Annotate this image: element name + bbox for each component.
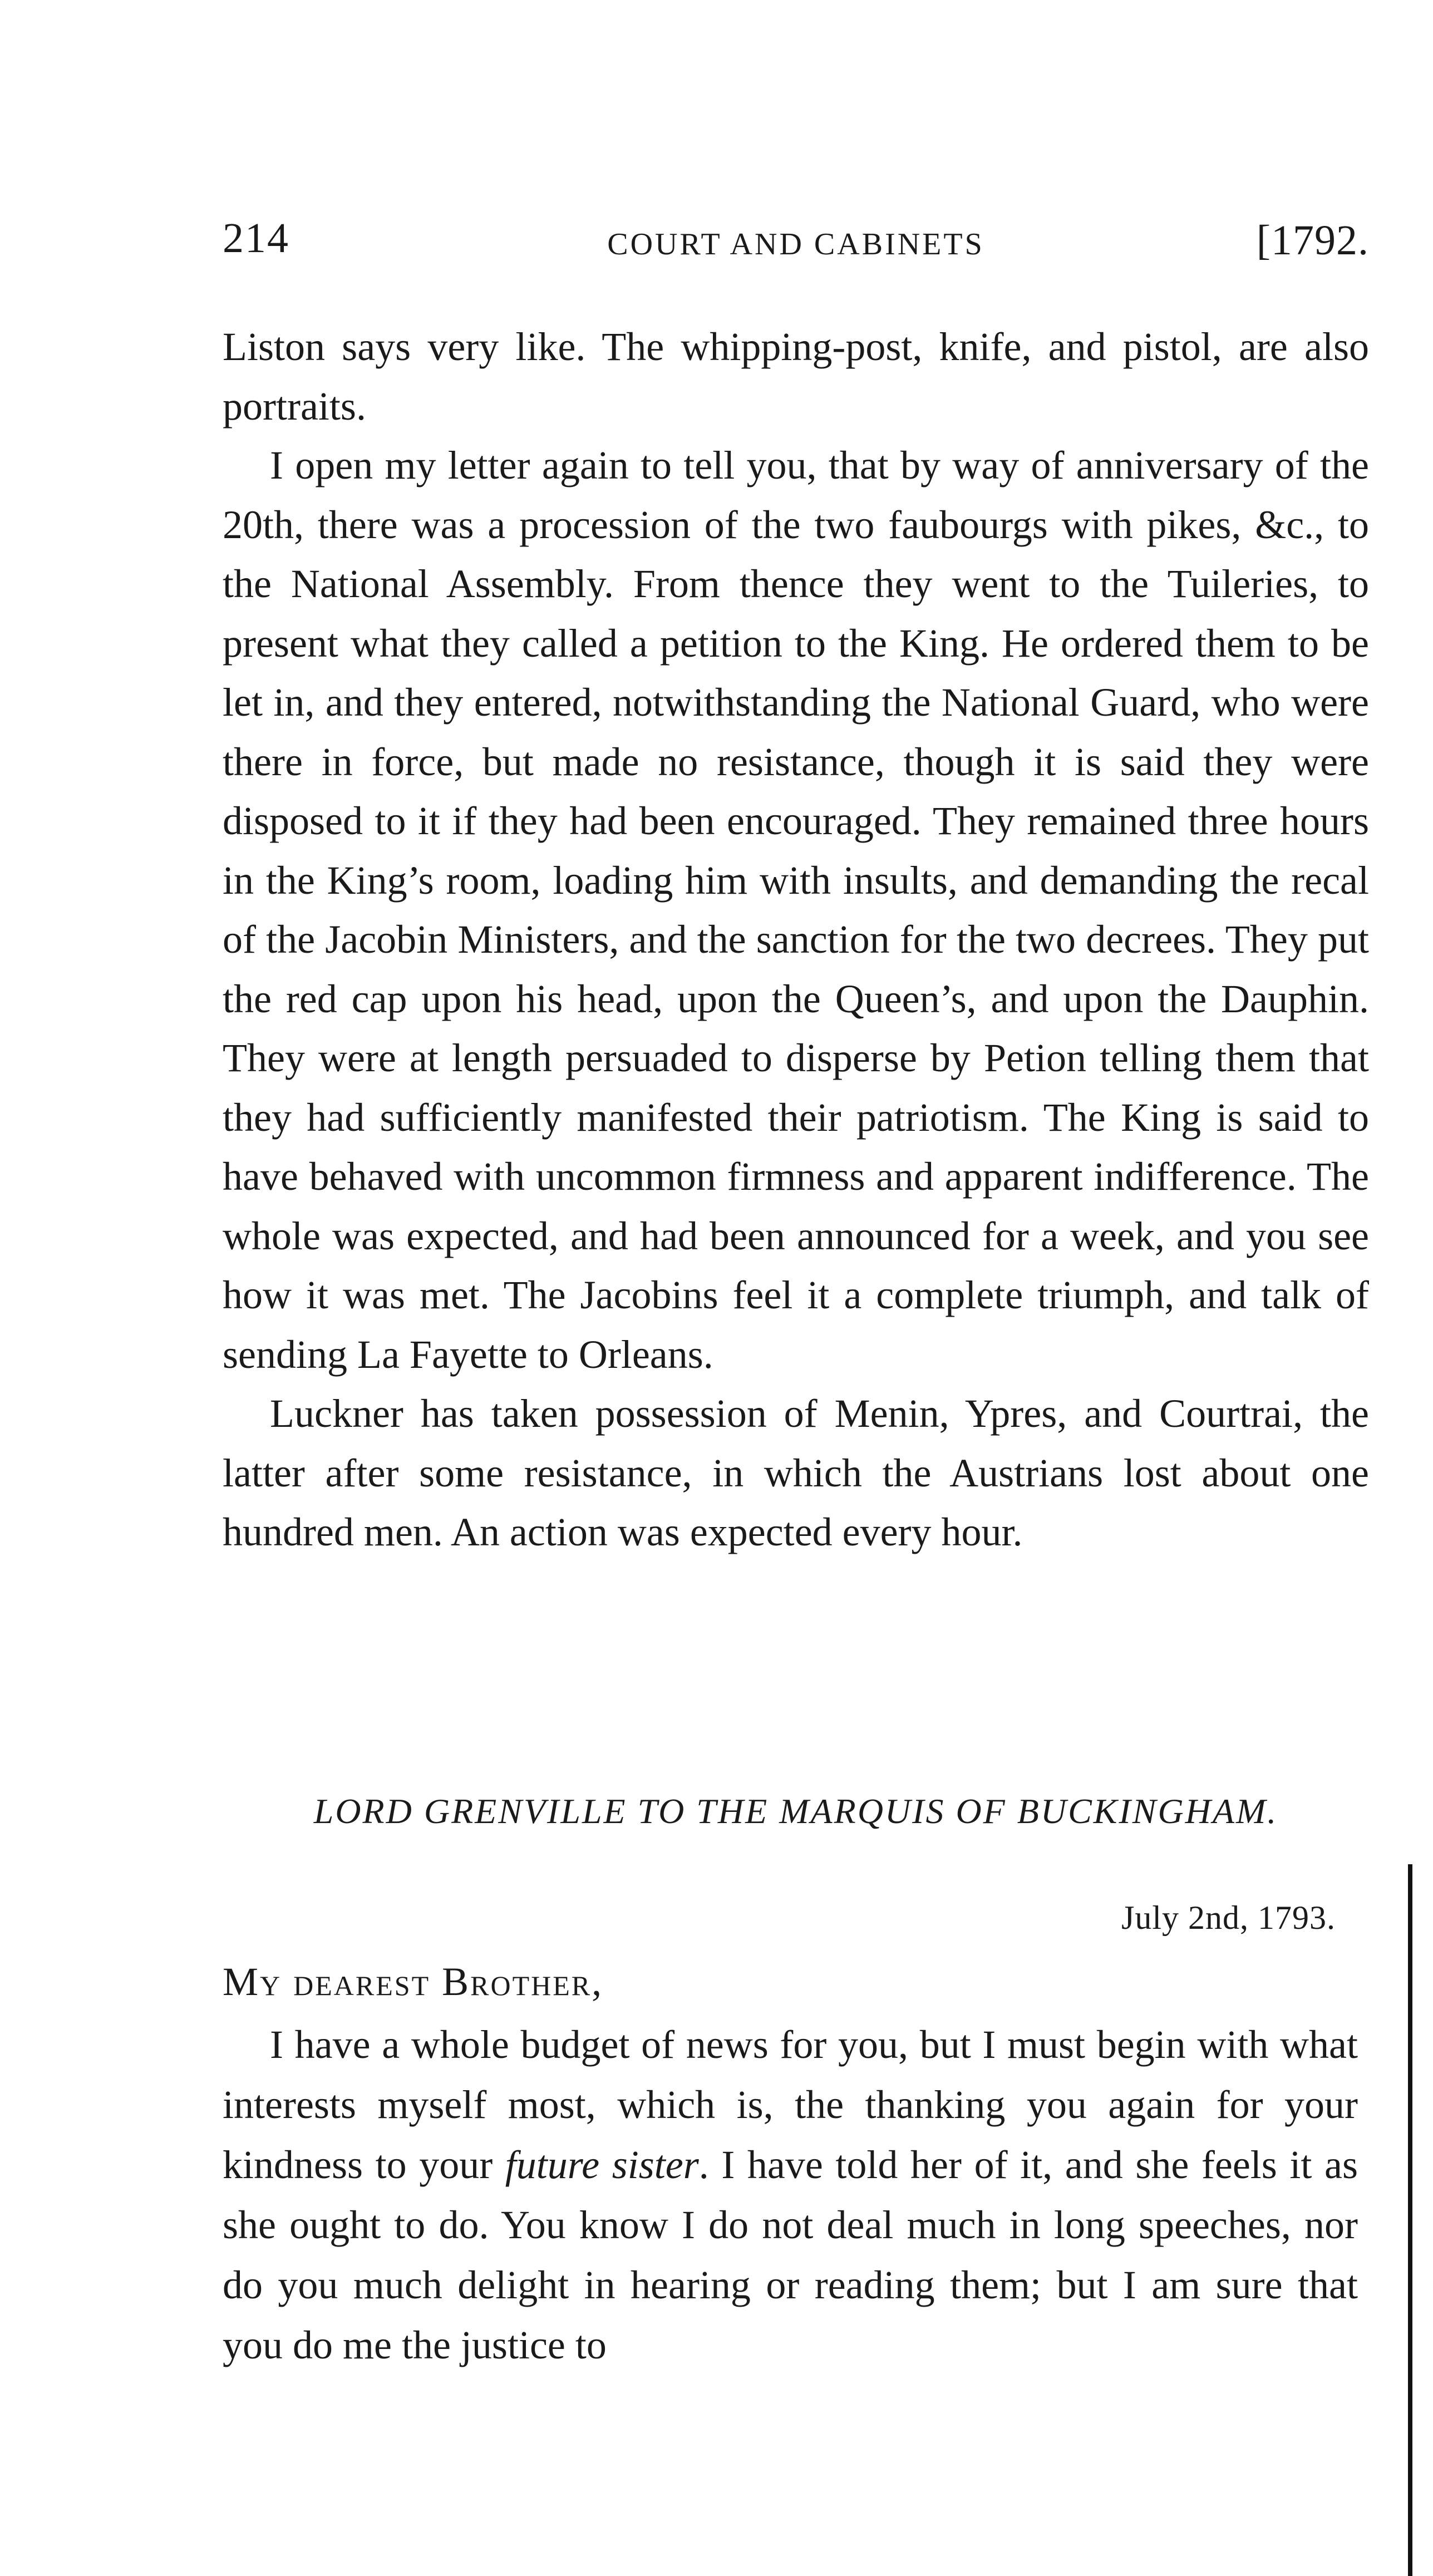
page-header bbox=[223, 214, 1369, 275]
letter-salutation: My dearest Brother, bbox=[223, 1959, 604, 2004]
paragraph-luckner: Luckner has taken possession of Menin, Ypres, and Courtrai, the latter after some resistance, in which the Austrians lost about one hundred men. An action was expected every hour. bbox=[223, 1391, 1369, 1554]
page-edge-shadow bbox=[1408, 1864, 1412, 2576]
body-text bbox=[223, 317, 1369, 1562]
paragraph-procession: I open my letter again to tell you, that by way of anniversary of the 20th, there was a procession of the two faubourgs with pikes, &c., to the National Assembly. From thence they went to the Tuileries, to present what they called a petition to the King. He ordered them to be let in, and they entered, notwithstanding the National Guard, who were there in force, but made no resistance, though it is said they were disposed to it if they had been encouraged. They remained three hours in the King’s room, loading him with insults, and demanding the recal of the Jacobin Ministers, and the sanction for the two decrees. They put the red cap upon his head, upon the Queen’s, and upon the Dauphin. They were at length persuaded to disperse by Petion telling them that they had sufficiently manifested their patriotism. The King is said to have behaved with uncommon firmness and apparent indifference. The whole was expected, and had been announced for a week, and you see how it was met. The Jacobins feel it a complete triumph, and talk of sending La Fayette to Orleans. bbox=[223, 443, 1369, 1377]
running-title: COURT AND CABINETS bbox=[607, 227, 984, 262]
letter-text-start: I have a whole budget of news for you, but I must begin with what interests myself most, which is, the thanking you again for your kindness to your bbox=[223, 2022, 1358, 2187]
letter-date: July 2nd, 1793. bbox=[1121, 1899, 1336, 1936]
header-year: [1792. bbox=[1256, 217, 1369, 264]
letter-heading: LORD GRENVILLE TO THE MARQUIS OF BUCKINGHAM. bbox=[313, 1791, 1278, 1831]
letter-paragraph bbox=[223, 2014, 1358, 2375]
paragraph-continued: Liston says very like. The whipping-post, knife, and pistol, are also portraits. bbox=[223, 324, 1369, 428]
letter-body bbox=[223, 2014, 1358, 2375]
italic-phrase: future sister bbox=[505, 2142, 699, 2187]
letter-text-end: . I have told her of it, and she feels it as she ought to do. You know I do not deal much in long speeches, nor do you much delight in hearing or reading them; but I am sure that you do me the justice to bbox=[223, 2142, 1358, 2367]
page-number: 214 bbox=[223, 215, 289, 262]
